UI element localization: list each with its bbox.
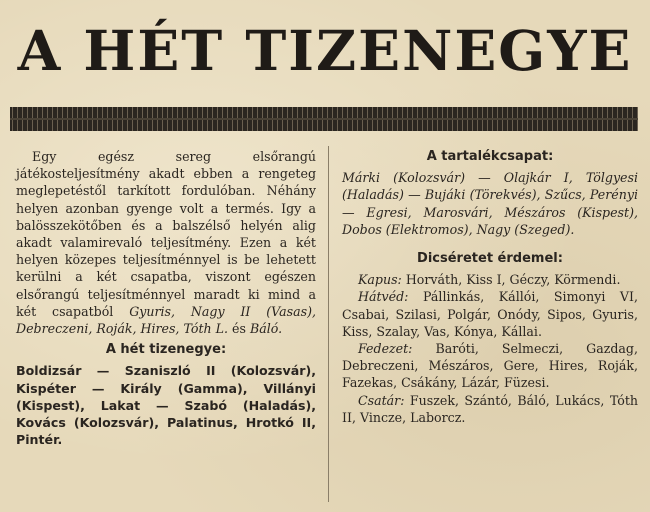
right-column [342, 148, 638, 426]
halved-label: Hátvéd: [358, 289, 409, 305]
column-divider [328, 146, 329, 502]
team-list: Boldizsár — Szaniszló II (Kolozsvár), Kispéter — Király (Gamma), Villányi (Kispest), Lakat — Szabó (Haladás), Kovács (Kolozsvár), Palatinus, Hrotkó II, Pintér. [16, 363, 316, 448]
praise-heading: Dicséretet érdemel: [417, 251, 563, 267]
praise-kapus [342, 271, 638, 288]
team-heading: A hét tizenegye: [105, 342, 227, 358]
kapus-names: Horváth, Kiss I, Géczy, Körmendi. [405, 272, 621, 288]
praise-halved [342, 288, 638, 340]
csatar-names: Fuszek, Szántó, Báló, Lukács, Tóth II, Vincze, Laborcz. [342, 392, 638, 425]
reserve-list: Márki (Kolozsvár) — Olajkár I, Tölgyesi (Haladás) — Bujáki (Törekvés), Szűcs, Perényi — Egresi, Marosvári, Mészáros (Kispest), Dobos (Elektromos), Nagy (Szeged). [342, 170, 638, 237]
fedezet-label: Fedezet: [358, 341, 413, 357]
spacer [342, 238, 638, 246]
reserve-heading: A tartalékcsapat: [426, 149, 554, 164]
intro-last-name: Báló. [249, 321, 283, 337]
decorative-rule [10, 107, 638, 131]
left-column [16, 148, 316, 448]
intro-and: és [232, 321, 246, 337]
intro-paragraph [16, 148, 316, 337]
intro-text: Egy egész sereg elsőrangú játékosteljesítmény akadt ebben a rengeteg meglepetéstől tarkított fordulóban. Néhány helyen azonban gyenge volt a termés. Igy a balösszekötőben és a balszélső helyén alig akadt valamirevaló teljesítmény. Ezen a két helyen közepes teljesítménnyel is be lehetett kerülni a két csapatba, viszont egészen elsőrangú teljesítménnyel maradt ki mind a két csapatból [16, 149, 316, 319]
rule-line [10, 118, 638, 120]
intro-names: Gyuris, Nagy II (Vasas), Debreczeni, Roják, Hires, Tóth L. [16, 303, 316, 337]
kapus-label: Kapus: [358, 272, 402, 288]
fedezet-names: Baróti, Selmeczi, Gazdag, Debreczeni, Mészáros, Gere, Hires, Roják, Fazekas, Csákány, Lázár, Füzesi. [342, 341, 638, 391]
praise-fedezet [342, 340, 638, 392]
praise-csatar [342, 392, 638, 426]
csatar-label: Csatár: [358, 392, 405, 408]
headline: A HÉT TIZENEGYE [17, 18, 633, 83]
halved-names: Pállinkás, Kállói, Simonyi VI, Csabai, Szilasi, Polgár, Onódy, Sipos, Gyuris, Kiss, Szalay, Vas, Kónya, Kállai. [342, 289, 638, 339]
